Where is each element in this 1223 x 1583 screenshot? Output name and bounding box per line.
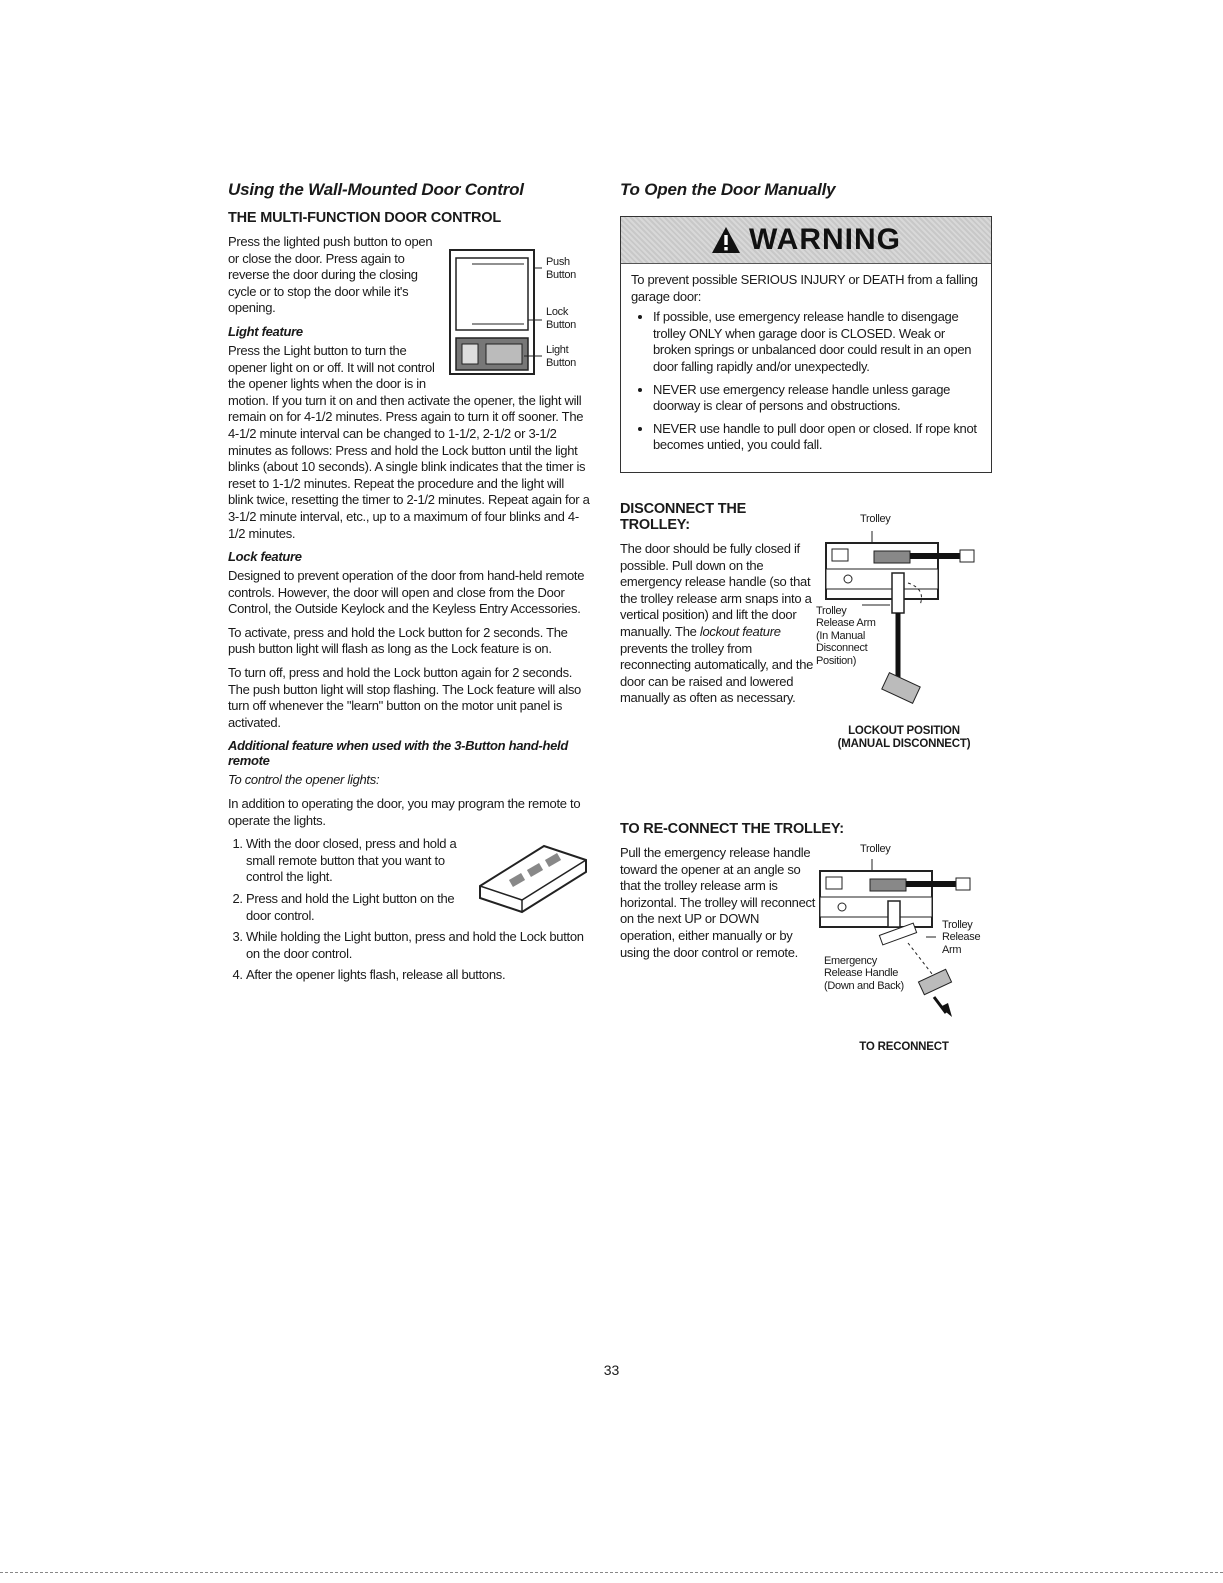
lock-feature-p2: To activate, press and hold the Lock button for 2 seconds. The push button light will flash as long as the Lock feature is on. xyxy=(228,624,568,657)
additional-feature-intro: In addition to operating the door, you may program the remote to operate the lights. xyxy=(228,796,581,828)
label-emergency-release-handle: Emergency Release Handle (Down and Back) xyxy=(824,954,904,992)
reconnect-text: Pull the emergency release handle toward the opener at an angle so that the trolley release arm is horizontal. The trolley will reconnect on the next UP or DOWN operation, either manually or by using the door control or remote. xyxy=(620,844,816,960)
label-push-button: Push Button xyxy=(546,256,577,281)
reconnect-title: TO RE-CONNECT THE TROLLEY: xyxy=(620,820,844,837)
door-control-diagram xyxy=(442,244,592,384)
lockout-caption-line2: (MANUAL DISCONNECT) xyxy=(837,737,971,750)
reconnect-text-column xyxy=(620,845,816,961)
light-feature-title: Light feature xyxy=(228,323,303,339)
subhead-multi-function: THE MULTI-FUNCTION DOOR CONTROL xyxy=(228,210,502,226)
lockout-caption-line1: LOCKOUT POSITION xyxy=(848,724,960,737)
additional-feature-subtitle: To control the opener lights: xyxy=(228,772,380,788)
section-title-wall-control: Using the Wall-Mounted Door Control xyxy=(228,180,524,199)
lock-feature-p3: To turn off, press and hold the Lock button again for 2 seconds. The push button light will stop flashing. The Lock feature will also turn off whenever the "learn" button on the motor unit panel is activated. xyxy=(228,665,581,730)
list-item: 2. Press and hold the Light button on the door control. xyxy=(246,891,592,924)
list-item: 3. While holding the Light button, press and hold the Lock button on the door control. xyxy=(246,929,592,962)
list-item: • NEVER use emergency release handle unless garage doorway is clear of persons and obstructions. xyxy=(653,382,981,415)
bottom-divider xyxy=(0,1572,1223,1573)
page-number: 33 xyxy=(603,1362,620,1378)
section-title-open-manually: To Open the Door Manually xyxy=(620,180,836,199)
disconnect-title: DISCONNECT THE TROLLEY: xyxy=(620,500,747,533)
additional-feature-title: Additional feature when used with the 3-Button hand-held remote xyxy=(228,738,568,769)
warning-title: WARNING xyxy=(749,223,901,256)
label-trolley: Trolley xyxy=(860,512,891,525)
intro-text: Press the lighted push button to open or close the door. Press again to reverse the door during the closing cycle or to stop the door while it's opening. xyxy=(228,234,433,316)
list-item: 4. After the opener lights flash, release all buttons. xyxy=(246,967,592,984)
right-column xyxy=(620,180,992,1101)
warning-list xyxy=(631,309,981,454)
lockout-diagram xyxy=(816,501,992,761)
reconnect-caption: TO RECONNECT xyxy=(859,1040,949,1053)
list-item: • If possible, use emergency release handle to disengage trolley ONLY when garage door is CLOSED. Weak or broken springs or unbalanced door could result in an open door falling rapidly and/or unexpectedly. xyxy=(653,309,981,375)
remote-illustration xyxy=(474,840,592,920)
left-column xyxy=(228,180,592,989)
warning-triangle-icon xyxy=(711,226,741,254)
disconnect-section xyxy=(620,501,992,821)
disconnect-text xyxy=(620,541,816,707)
light-feature-text: Press the Light button to turn the opener light on or off. It will not control the opener lights when the door is in motion. If you turn it on and then activate the opener, the light will remain on for 4-1/2 minutes. Press again to turn it off sooner. The 4-1/2 minute interval can be changed to 1-1/2, 2-1/2 or 3-1/2 minutes as follows: Press and hold the Lock button until the light blinks (about 10 seconds). A single blink indicates that the timer is reset to 1-1/2 minutes. Repeat the procedure and the light will blink twice, resetting the timer to 2-1/2 minutes. Repeat again for a 3-1/2 minute interval, etc., up to a maximum of four blinks and 4-1/2 minutes. xyxy=(228,342,590,541)
label-trolley-release-arm: Trolley Release Arm (In Manual Disconnect Position) xyxy=(816,604,876,667)
reconnect-diagram xyxy=(816,843,992,1083)
disconnect-text-column xyxy=(620,501,816,707)
lock-feature-title: Lock feature xyxy=(228,549,302,565)
remote-steps-block xyxy=(228,836,592,984)
disconnect-text-italic: lockout feature xyxy=(699,623,781,639)
list-item: • NEVER use handle to pull door open or closed. If rope knot becomes untied, you could fall. xyxy=(653,421,981,454)
lockout-caption xyxy=(816,725,992,751)
warning-box xyxy=(620,216,992,473)
reconnect-section xyxy=(620,821,992,1101)
label-reconnect-release-arm: Trolley Release Arm xyxy=(942,918,981,956)
label-trolley: Trolley xyxy=(860,842,891,855)
label-light-button: Light Button xyxy=(546,344,577,369)
warning-intro: To prevent possible SERIOUS INJURY or DEATH from a falling garage door: xyxy=(631,272,978,304)
label-lock-button: Lock Button xyxy=(546,306,577,331)
lock-feature-p1: Designed to prevent operation of the door from hand-held remote controls. However, the door will open and close from the Door Control, the Outside Keylock and the Keyless Entry Accessories. xyxy=(228,568,585,617)
warning-header xyxy=(621,217,991,264)
disconnect-text-part-b: prevents the trolley from reconnecting automatically, and the door can be raised and lowered manually as often as necessary. xyxy=(620,640,814,706)
disconnect-text-part-a: The door should be fully closed if possible. Pull down on the emergency release handle (so that the trolley release arm snaps into a vertical position) and lift the door manually. The xyxy=(620,540,812,639)
warning-body xyxy=(621,264,991,472)
list-item: 1. With the door closed, press and hold a small remote button that you want to control the light. xyxy=(246,836,592,886)
